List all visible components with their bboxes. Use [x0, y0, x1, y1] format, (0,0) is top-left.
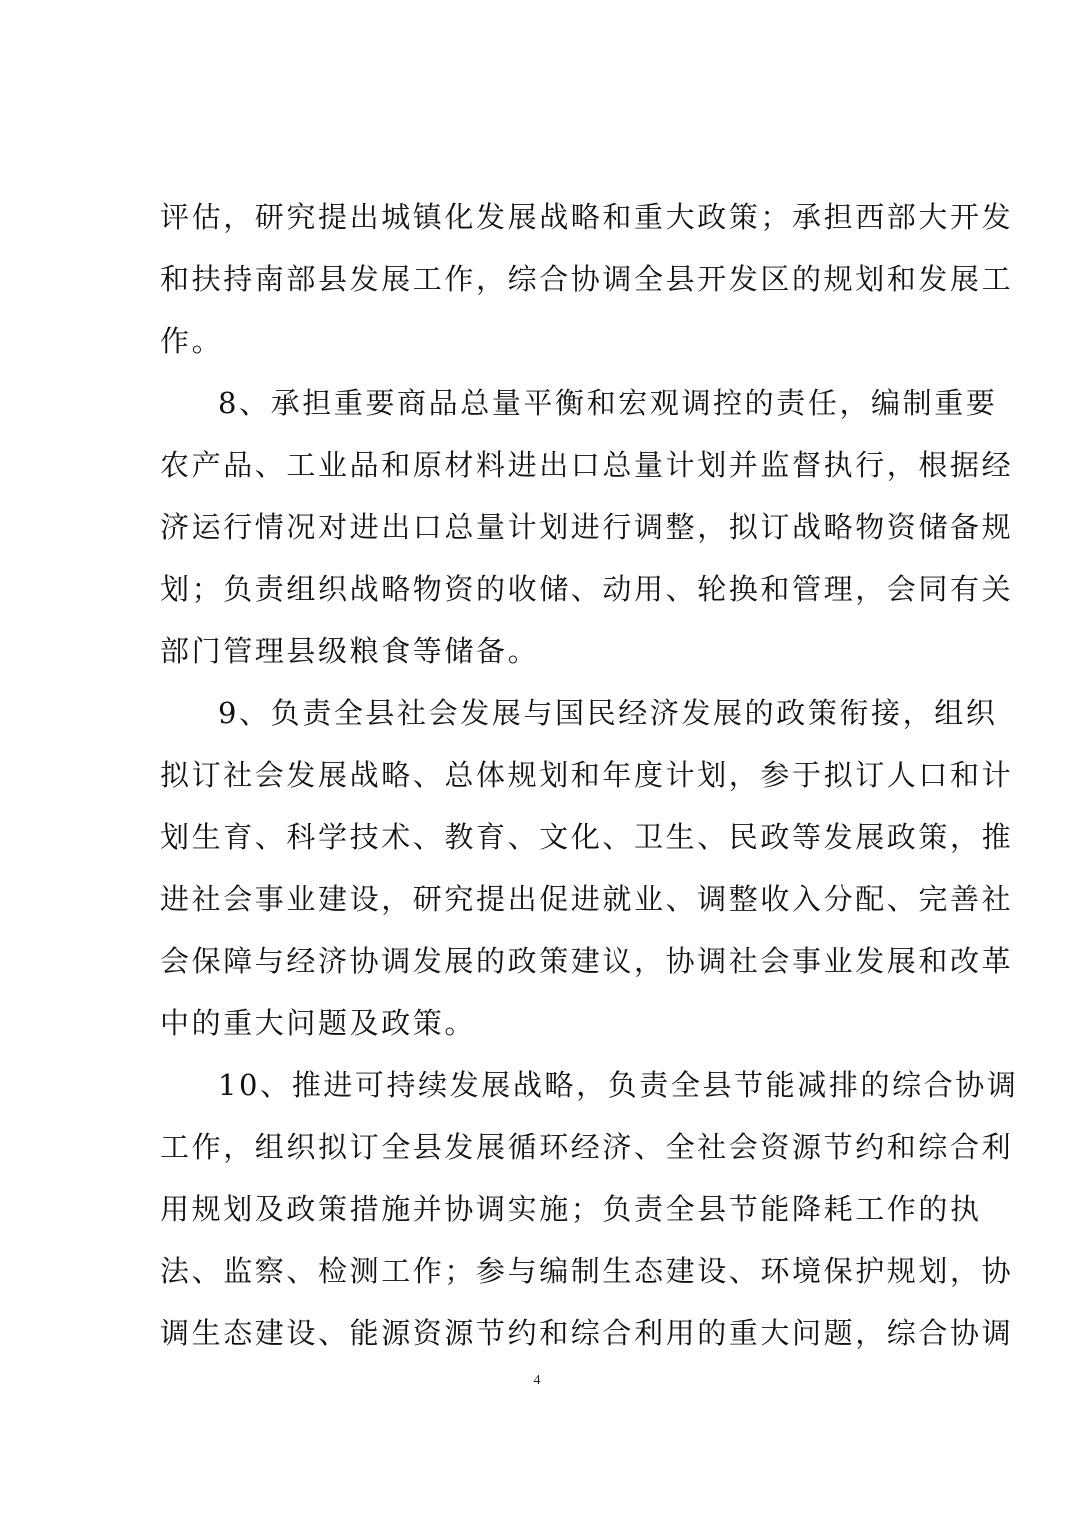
text-line: 划生育、科学技术、教育、文化、卫生、民政等发展政策，推: [160, 820, 1014, 854]
text-line: 和扶持南部县发展工作，综合协调全县开发区的规划和发展工: [160, 262, 1014, 296]
text-line: 进社会事业建设，研究提出促进就业、调整收入分配、完善社: [160, 882, 1014, 916]
paragraph-item-10: [160, 1054, 1019, 1364]
text-line: 会保障与经济协调发展的政策建议，协调社会事业发展和改革: [160, 944, 1014, 978]
text-line: 部门管理县级粮食等储备。: [160, 634, 540, 668]
body-text: [160, 186, 1019, 1364]
text-line: 拟订社会发展战略、总体规划和年度计划，参于拟订人口和计: [160, 758, 1014, 792]
text-line: 评估，研究提出城镇化发展战略和重大政策；承担西部大开发: [160, 200, 1014, 234]
text-line: 用规划及政策措施并协调实施；负责全县节能降耗工作的执: [160, 1192, 982, 1226]
text-line: 济运行情况对进出口总量计划进行调整，拟订战略物资储备规: [160, 510, 1014, 544]
text-line: 中的重大问题及政策。: [160, 1006, 477, 1040]
paragraph-item-9: [160, 682, 1014, 1054]
text-line: 作。: [160, 324, 224, 358]
text-line: 10、推进可持续发展战略，负责全县节能减排的综合协调: [218, 1068, 1019, 1102]
paragraph-item-8: [160, 372, 1014, 682]
text-line: 法、监察、检测工作；参与编制生态建设、环境保护规划，协: [160, 1254, 1014, 1288]
text-line: 9、负责全县社会发展与国民经济发展的政策衔接，组织: [218, 696, 998, 730]
paragraph-1: [160, 186, 1014, 372]
text-line: 8、承担重要商品总量平衡和宏观调控的责任，编制重要: [218, 386, 998, 420]
text-line: 工作，组织拟订全县发展循环经济、全社会资源节约和综合利: [160, 1130, 1014, 1164]
page-number: 4: [533, 1373, 541, 1388]
text-line: 农产品、工业品和原材料进出口总量计划并监督执行，根据经: [160, 448, 1014, 482]
text-line: 划；负责组织战略物资的收储、动用、轮换和管理，会同有关: [160, 572, 1014, 606]
text-line: 调生态建设、能源资源节约和综合利用的重大问题，综合协调: [160, 1316, 1014, 1350]
